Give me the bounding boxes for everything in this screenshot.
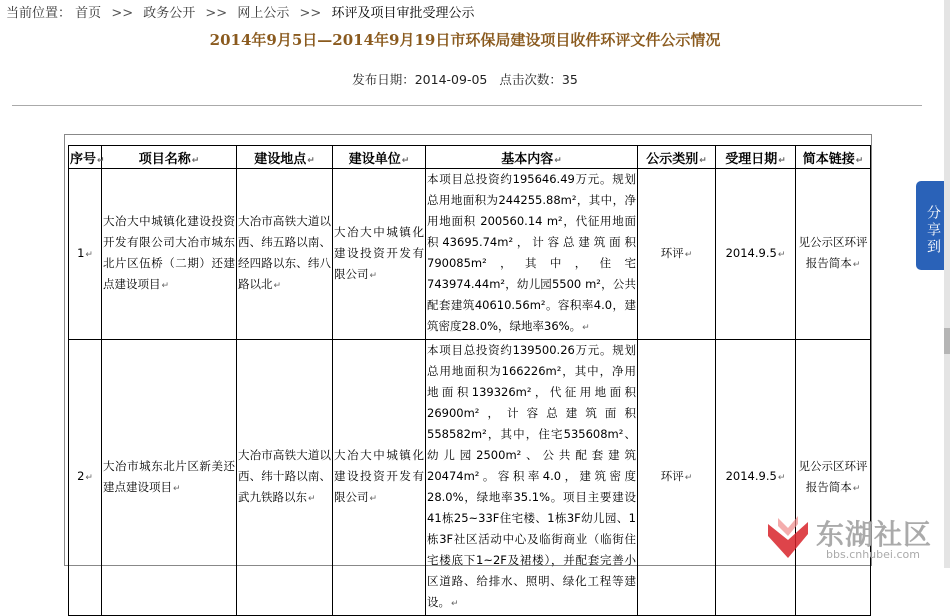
cell-project-name: 大冶市城东北片区新美还建点建设项目↵ — [102, 340, 237, 616]
click-count-label: 点击次数： — [499, 72, 562, 87]
watermark-text: 东湖社区 — [816, 518, 933, 551]
cell-summary-link[interactable]: 见公示区环评报告简本↵ — [796, 169, 871, 340]
watermark-url: bbs.cnhubei.com — [826, 548, 920, 561]
table-row — [69, 169, 871, 340]
cell-date: 2014.9.5↵ — [716, 340, 796, 616]
cell-content: 本项目总投资约139500.26万元。规划总用地面积为166226m²，其中，净用地面积139326m²，代征用地面积26900m²，计容总建筑面积 558582m²，其中，住宅535608m²、幼儿园2500m²、公共配套建筑20474m²。容积率4.0，建筑密度28.0%，绿地率35.1%。项目主要建设41栋25~33F住宅楼、1栋3F幼儿园、1栋3F社区活动中心及临街商业（临街住宅楼底下1~2F及裙楼），并配套完善小区道路、给排水、照明、绿化工程等建设。↵ — [426, 340, 638, 616]
cell-unit: 大冶大中城镇化建设投资开发有限公司↵ — [333, 169, 426, 340]
header-date: 受理日期↵ — [716, 146, 796, 169]
scrollbar-thumb[interactable] — [944, 328, 950, 354]
breadcrumb-online-notice-link[interactable]: 网上公示 — [237, 6, 290, 21]
cell-date: 2014.9.5↵ — [716, 169, 796, 340]
cell-summary-link[interactable]: 见公示区环评报告简本↵ — [796, 340, 871, 616]
cell-location: 大冶市高铁大道以西、纬五路以南、经四路以东、纬八路以北↵ — [237, 169, 333, 340]
cell-content: 本项目总投资约195646.49万元。规划总用地面积为244255.88m²，其中，净用地面积 200560.14 m²，代征用地面积43695.74m²，计容总建筑面积790085m²，其中，住宅743974.44m²，幼儿园5500 m²，公共配套建筑40610.56m²。容积率4.0，建筑密度28.0%，绿地率36%。↵ — [426, 169, 638, 340]
page-title: 2014年9月5日—2014年9月19日市环保局建设项目收件环评文件公示情况 — [209, 31, 721, 49]
header-unit: 建设单位↵ — [333, 146, 426, 169]
breadcrumb-gov-affairs-link[interactable]: 政务公开 — [143, 6, 196, 21]
breadcrumb-separator: >> — [205, 6, 228, 21]
header-index: 序号↵ — [69, 146, 102, 169]
breadcrumb-separator: >> — [111, 6, 134, 21]
breadcrumb-current: 环评及项目审批受理公示 — [331, 6, 475, 21]
table-row — [69, 340, 871, 616]
title-divider — [12, 105, 922, 106]
cell-category: 环评↵ — [638, 169, 716, 340]
header-content: 基本内容↵ — [426, 146, 638, 169]
cell-location: 大冶市高铁大道以西、纬十路以南、武九铁路以东↵ — [237, 340, 333, 616]
cell-category: 环评↵ — [638, 340, 716, 616]
share-button[interactable]: 分享到 — [916, 181, 944, 270]
cell-index: 1↵ — [69, 169, 102, 340]
header-link: 简本链接↵ — [796, 146, 871, 169]
header-project-name: 项目名称↵ — [102, 146, 237, 169]
article-meta — [0, 70, 930, 88]
notice-table — [68, 145, 871, 616]
breadcrumb-separator: >> — [299, 6, 322, 21]
breadcrumb-home-link[interactable]: 首页 — [75, 6, 102, 21]
vertical-scrollbar[interactable] — [944, 0, 950, 568]
table-header-row — [69, 146, 871, 169]
cell-index: 2↵ — [69, 340, 102, 616]
publish-date: 2014-09-05 — [414, 72, 488, 87]
breadcrumb — [6, 2, 474, 21]
cell-project-name: 大冶大中城镇化建设投资开发有限公司大冶市城东北片区伍桥（二期）还建点建设项目↵ — [102, 169, 237, 340]
click-count: 35 — [561, 72, 578, 87]
header-location: 建设地点↵ — [237, 146, 333, 169]
breadcrumb-label: 当前位置： — [6, 6, 72, 21]
header-category: 公示类别↵ — [638, 146, 716, 169]
cell-unit: 大冶大中城镇化建设投资开发有限公司↵ — [333, 340, 426, 616]
publish-date-label: 发布日期： — [352, 72, 415, 87]
